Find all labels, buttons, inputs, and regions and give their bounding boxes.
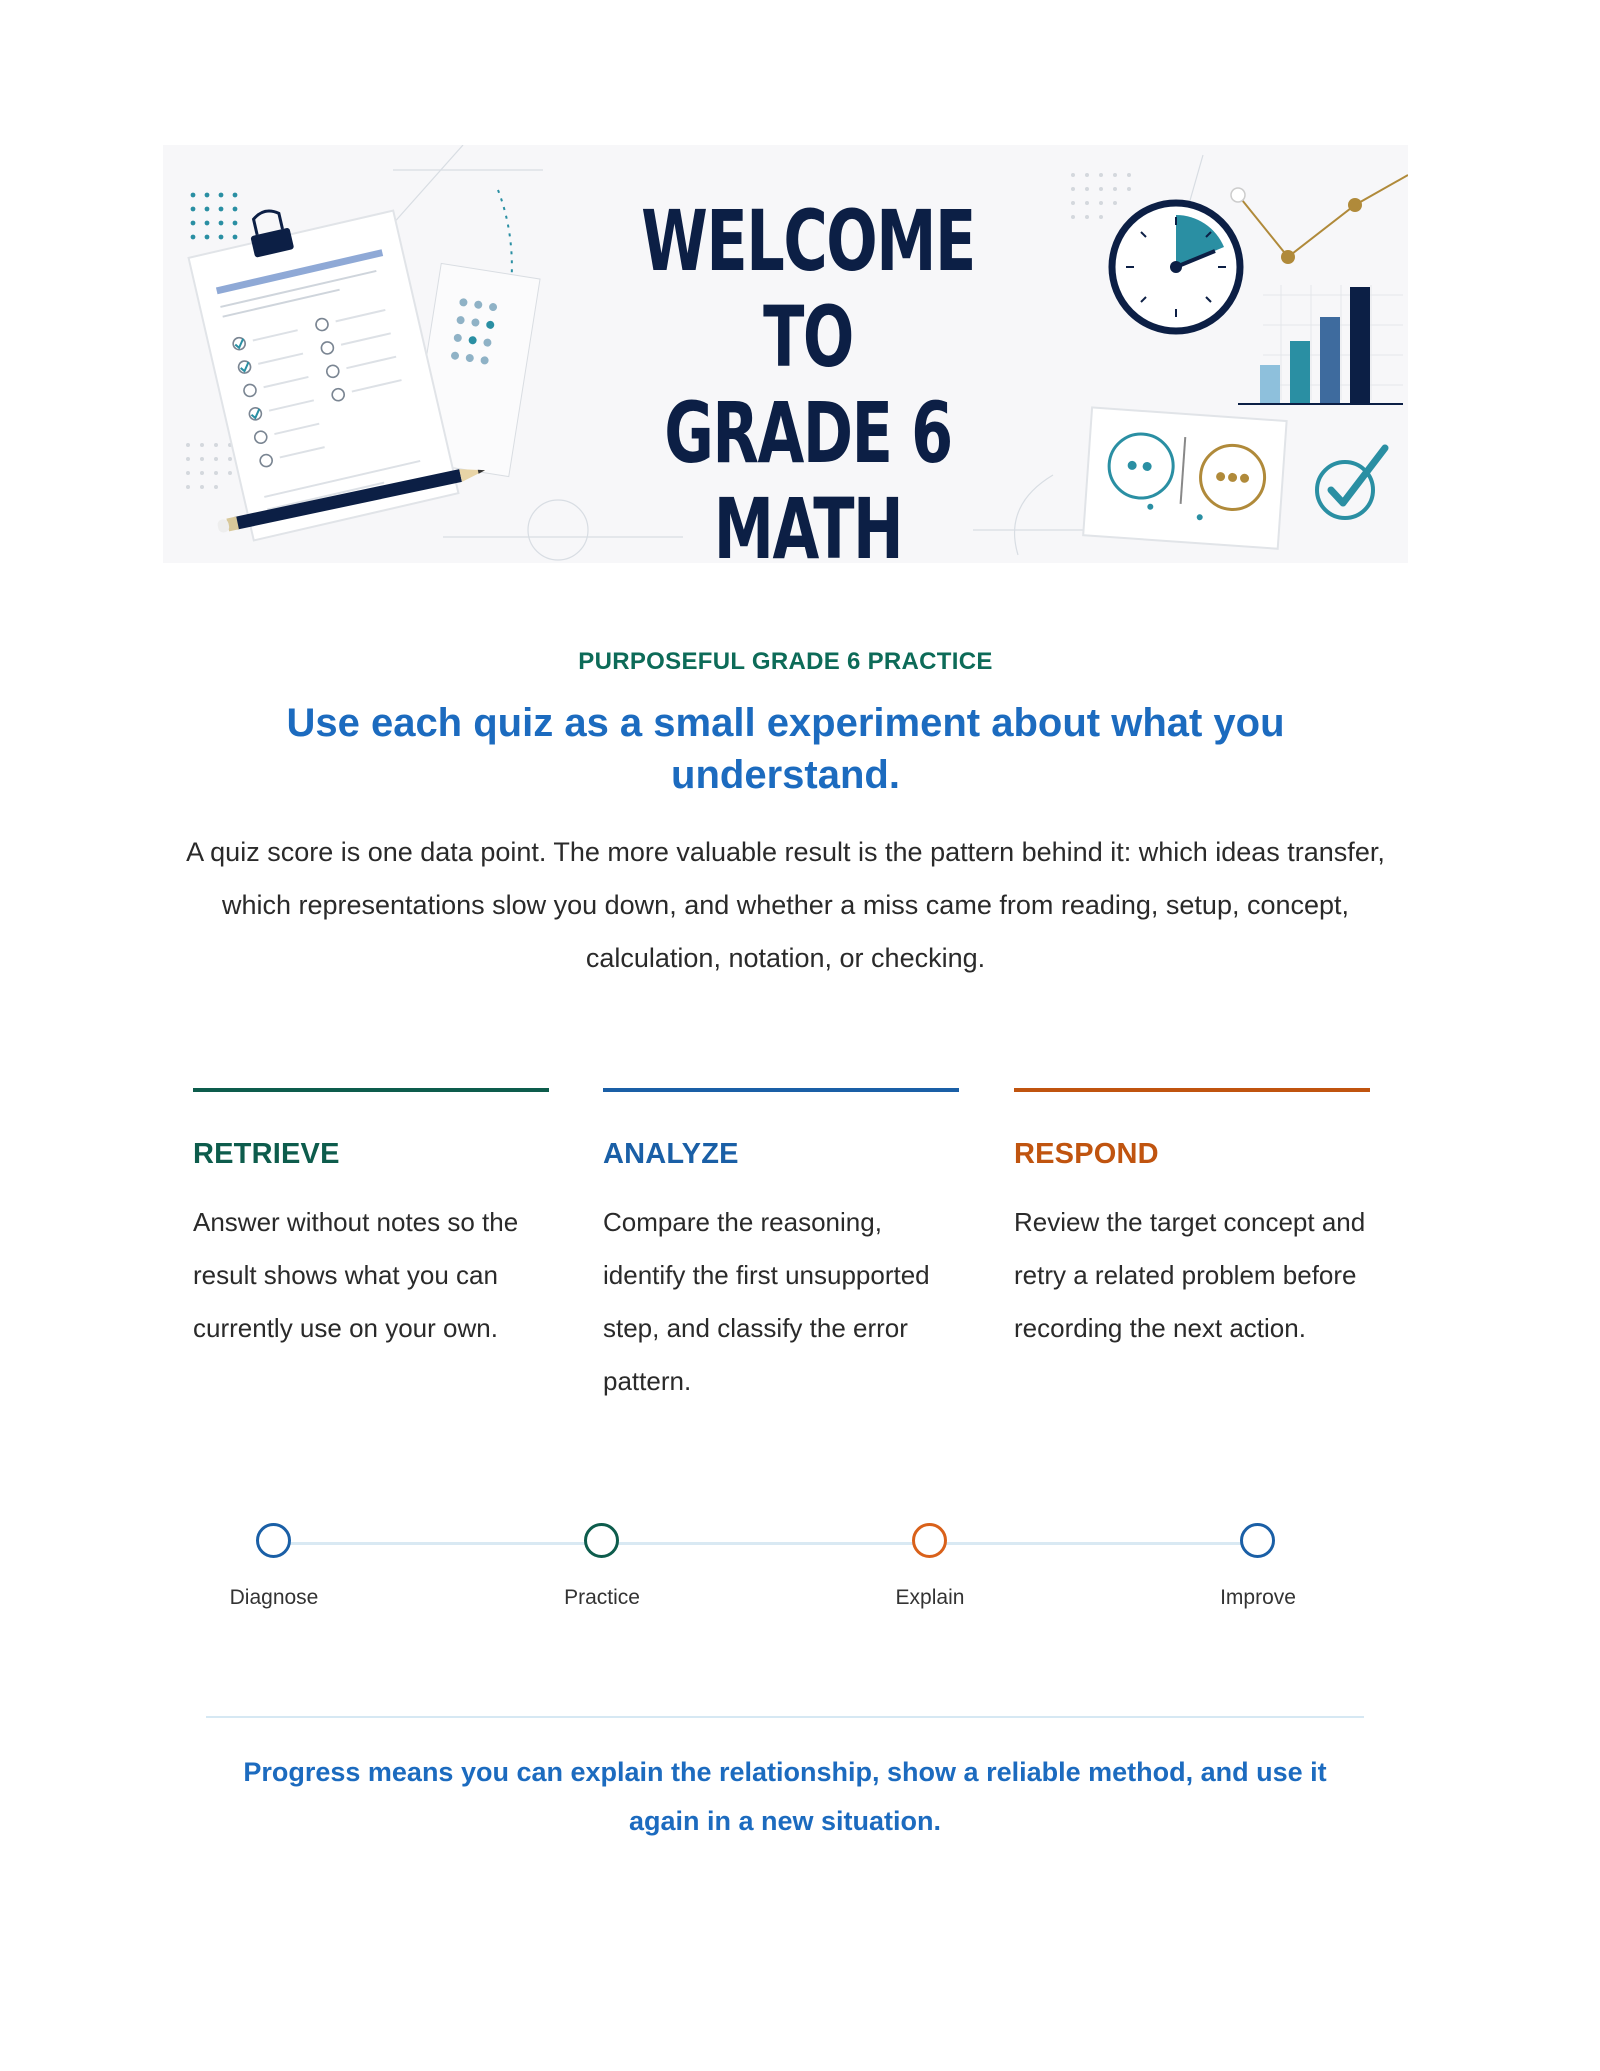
hero-banner [163,145,1408,563]
column-body: Review the target concept and retry a related problem before recording the next action. [1014,1207,1366,1343]
page-headline: Use each quiz as a small experiment about what you understand. [286,701,1285,797]
closing-statement: Progress means you can explain the relationship, show a reliable method, and use it again in a new situation. [243,1757,1327,1836]
hero-title-line: WELCOME TO [641,192,975,386]
column-rule [1014,1088,1370,1092]
hero-title [603,193,1013,563]
column-respond [1014,1088,1370,1343]
checkmark-circle-icon [1317,448,1385,518]
step-timeline [0,1520,1600,1620]
eyebrow-label: PURPOSEFUL GRADE 6 PRACTICE [578,648,993,675]
column-body: Answer without notes so the result shows what you can currently use on your own. [193,1207,519,1343]
column-rule [193,1088,549,1092]
stopwatch-icon [1112,203,1240,331]
trend-line-icon [1231,175,1408,264]
counter-cards-icon [1083,407,1286,548]
step-label-practice: Practice [564,1586,640,1609]
column-retrieve [193,1088,549,1343]
section-divider [206,1716,1364,1718]
column-body: Compare the reasoning, identify the first unsupported step, and classify the error pattern. [603,1207,930,1396]
step-dot-improve [1240,1523,1275,1558]
bar-chart-icon [1238,285,1403,404]
step-dot-explain [912,1523,947,1558]
column-analyze [603,1088,959,1396]
column-rule [603,1088,959,1092]
timeline-line [274,1542,1258,1545]
dot-grid-icon [191,193,238,240]
column-title: RETRIEVE [193,1138,340,1170]
column-title: RESPOND [1014,1138,1159,1170]
column-title: ANALYZE [603,1138,739,1170]
intro-paragraph: A quiz score is one data point. The more valuable result is the pattern behind it: which ideas transfer, which representations slow you down, and whether a miss came from reading, setup, concept, calculation, notation, or checking. [186,837,1385,973]
step-dot-practice [584,1523,619,1558]
step-label-improve: Improve [1220,1586,1296,1609]
step-label-explain: Explain [895,1586,965,1609]
hero-title-line: GRADE 6 MATH [664,384,952,563]
step-label-diagnose: Diagnose [229,1586,319,1609]
step-dot-diagnose [256,1523,291,1558]
